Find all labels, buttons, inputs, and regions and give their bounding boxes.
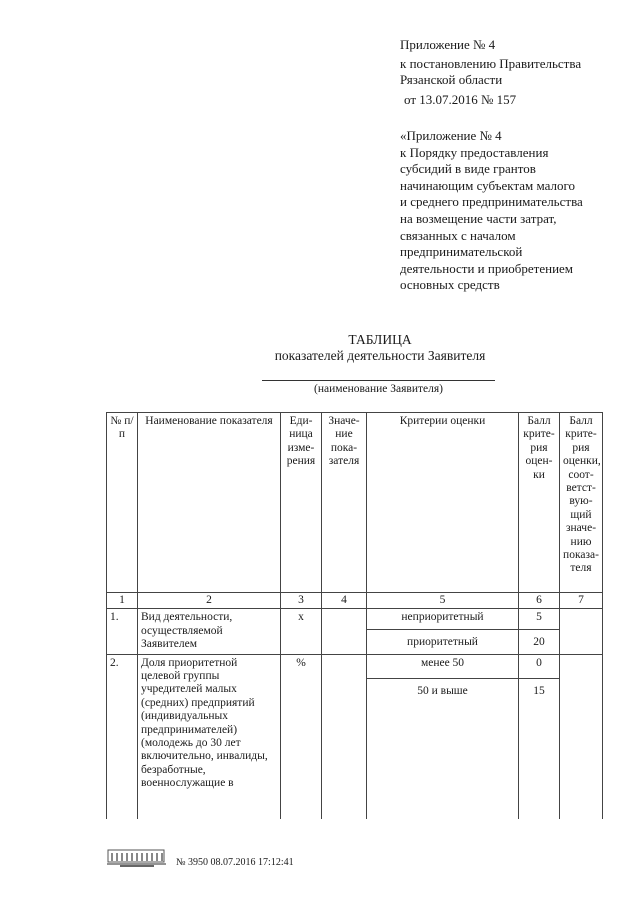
header-criteria: Критерии оценки xyxy=(367,413,519,593)
annex-header xyxy=(400,37,581,108)
applicant-name-caption: (наименование Заявителя) xyxy=(314,383,443,395)
annex-order-line: деятельности и приобретением xyxy=(400,260,574,276)
table-row xyxy=(107,654,603,819)
header-score: Балл крите-рия оцен-ки xyxy=(519,413,560,593)
column-number-row xyxy=(107,593,603,609)
criterion-label: 50 и выше xyxy=(417,685,468,698)
row-criteria-score xyxy=(519,654,560,819)
header-score-match: Балл крите-рия оценки, соот-ветст-вую-щий значе-нию показа-теля xyxy=(560,413,603,593)
annex-line: Рязанской области xyxy=(400,72,503,88)
criterion-label: менее 50 xyxy=(367,655,518,679)
column-number: 7 xyxy=(560,593,603,609)
row-score-match xyxy=(560,609,603,654)
row-criteria-score xyxy=(519,609,560,654)
header-name: Наименование показателя xyxy=(138,413,281,593)
annex-order-line: предпринимательской xyxy=(400,244,523,260)
header-unit: Еди-ница изме-рения xyxy=(281,413,322,593)
row-indicator-name: Вид деятельности, осуществляемой Заявителем xyxy=(138,609,281,654)
annex-order-line: начинающим субъектам малого xyxy=(400,177,576,193)
annex-line: Приложение № 4 xyxy=(400,37,496,52)
applicant-name-line xyxy=(262,380,495,381)
column-number: 6 xyxy=(519,593,560,609)
column-number: 2 xyxy=(138,593,281,609)
table-header-row xyxy=(107,413,603,593)
criterion-score: 0 xyxy=(519,655,559,679)
row-number: 2. xyxy=(107,654,138,819)
row-score-match xyxy=(560,654,603,819)
criterion-score: 20 xyxy=(533,635,545,648)
annex-order-line: на возмещение части затрат, xyxy=(400,210,557,226)
column-number: 5 xyxy=(367,593,519,609)
criterion-score: 5 xyxy=(519,609,559,629)
column-number: 3 xyxy=(281,593,322,609)
annex-order-line: и среднего предпринимательства xyxy=(400,194,583,210)
row-indicator-name: Доля приоритетной целевой группы учредителей малых (средних) предприятий (индивидуальных предпринимателей) (молодежь до 30 лет включительно, инвалиды, безработные, военнослужащие в xyxy=(138,654,281,819)
row-number: 1. xyxy=(107,609,138,654)
government-building-stamp-icon xyxy=(106,846,168,868)
annex-order-line: субсидий в виде грантов xyxy=(400,161,536,177)
annex-order-line: к Порядку предоставления xyxy=(400,144,549,160)
row-criteria xyxy=(367,654,519,819)
criterion-label: неприоритетный xyxy=(367,609,518,629)
criteria-table xyxy=(106,412,603,819)
table-row xyxy=(107,609,603,654)
annex-order-line: связанных с началом xyxy=(400,227,516,243)
annex-order-header xyxy=(400,128,583,294)
criterion-label: приоритетный xyxy=(407,635,478,648)
annex-order-line: «Приложение № 4 xyxy=(400,128,502,143)
annex-line: к постановлению Правительства xyxy=(400,55,582,71)
row-value xyxy=(322,609,367,654)
column-number: 4 xyxy=(322,593,367,609)
registration-stamp: № 3950 08.07.2016 17:12:41 xyxy=(176,857,294,868)
header-value: Значе-ние пока-зателя xyxy=(322,413,367,593)
row-unit: % xyxy=(281,654,322,819)
annex-date-line: от 13.07.2016 № 157 xyxy=(404,91,517,107)
document-title: ТАБЛИЦА xyxy=(348,332,412,347)
annex-order-line: основных средств xyxy=(400,277,500,293)
criterion-score: 15 xyxy=(533,685,545,698)
header-no: № п/п xyxy=(107,413,138,593)
row-unit: х xyxy=(281,609,322,654)
document-footer xyxy=(106,846,294,868)
row-value xyxy=(322,654,367,819)
column-number: 1 xyxy=(107,593,138,609)
document-subtitle: показателей деятельности Заявителя xyxy=(274,348,486,363)
row-criteria xyxy=(367,609,519,654)
